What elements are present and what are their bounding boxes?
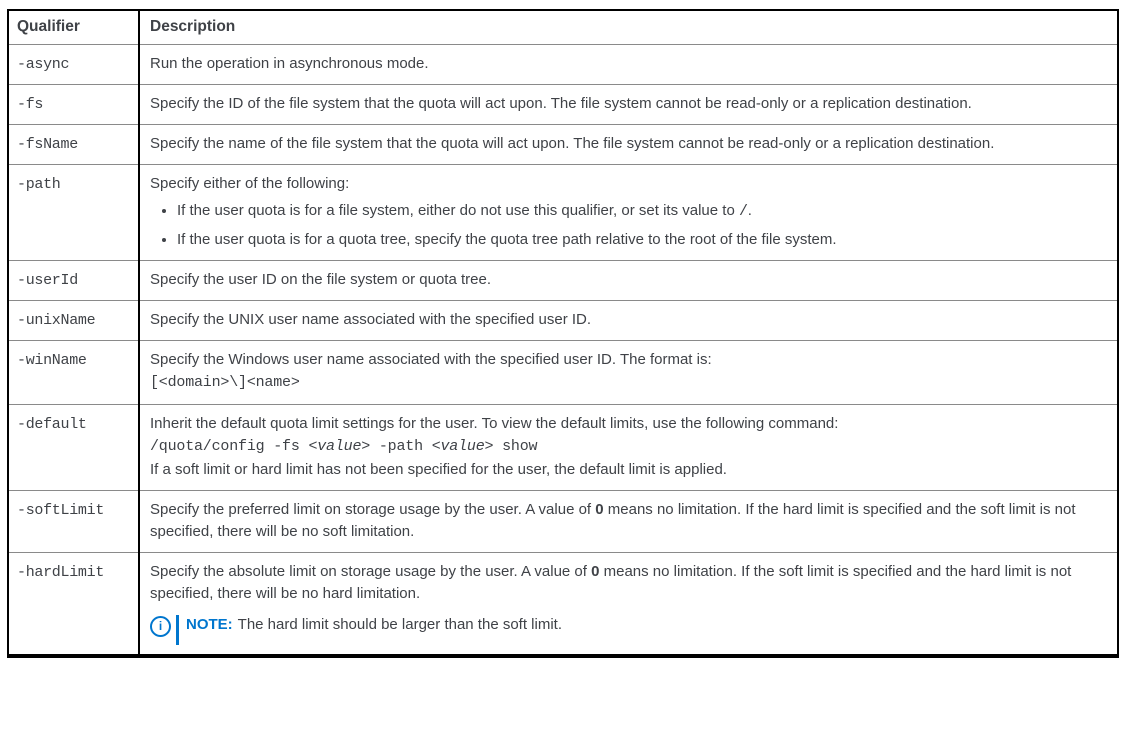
description-paragraph bbox=[150, 561, 1107, 605]
description-cell bbox=[139, 261, 1118, 301]
table-header bbox=[8, 10, 1118, 45]
text-span: 0 bbox=[591, 563, 600, 580]
text-span: 0 bbox=[595, 501, 604, 518]
code-line bbox=[150, 435, 1107, 459]
info-icon: i bbox=[150, 616, 171, 637]
code-span: [<domain>\]<name> bbox=[150, 374, 300, 391]
qualifier-cell: -winName bbox=[8, 341, 139, 405]
code-span: / bbox=[738, 203, 748, 220]
qualifier-cell: -fs bbox=[8, 85, 139, 125]
text-span: means no limitation. If the soft limit is specified and the hard limit is not specified, there will be no hard limitation. bbox=[150, 563, 1072, 602]
header-row bbox=[8, 10, 1118, 45]
code-span: <value> bbox=[431, 438, 494, 455]
text-span: Run the operation in asynchronous mode. bbox=[150, 55, 429, 72]
note-label: NOTE: bbox=[186, 616, 233, 633]
code-span: -path bbox=[370, 438, 432, 455]
text-span: Specify the user ID on the file system or quota tree. bbox=[150, 271, 492, 288]
table-row bbox=[8, 261, 1118, 301]
description-cell bbox=[139, 125, 1118, 165]
bullet-list bbox=[150, 200, 1107, 251]
table-row bbox=[8, 45, 1118, 85]
text-span: Specify the ID of the file system that the quota will act upon. The file system cannot be read-only or a replication destination. bbox=[150, 95, 972, 112]
description-paragraph bbox=[150, 173, 1107, 195]
table-body bbox=[8, 45, 1118, 657]
text-span: If a soft limit or hard limit has not been specified for the user, the default limit is applied. bbox=[150, 461, 727, 478]
description-cell bbox=[139, 165, 1118, 261]
description-paragraph bbox=[150, 499, 1107, 543]
qualifier-table bbox=[7, 9, 1119, 658]
text-span: Specify the Windows user name associated with the specified user ID. The format is: bbox=[150, 351, 712, 368]
table-row bbox=[8, 553, 1118, 657]
code-span: show bbox=[493, 438, 538, 455]
description-paragraph bbox=[150, 93, 1107, 115]
qualifier-cell: -default bbox=[8, 405, 139, 491]
qualifier-cell: -userId bbox=[8, 261, 139, 301]
description-cell bbox=[139, 301, 1118, 341]
description-paragraph bbox=[150, 133, 1107, 155]
description-paragraph bbox=[150, 349, 1107, 371]
code-span: /quota/config -fs bbox=[150, 438, 309, 455]
description-cell bbox=[139, 553, 1118, 657]
description-cell bbox=[139, 85, 1118, 125]
qualifier-cell: -hardLimit bbox=[8, 553, 139, 657]
description-paragraph bbox=[150, 459, 1107, 481]
description-cell bbox=[139, 341, 1118, 405]
qualifier-cell: -fsName bbox=[8, 125, 139, 165]
text-span: Specify the UNIX user name associated with the specified user ID. bbox=[150, 311, 592, 328]
text-span: Specify the preferred limit on storage usage by the user. A value of bbox=[150, 501, 596, 518]
qualifier-cell: -unixName bbox=[8, 301, 139, 341]
text-span: If the user quota is for a file system, either do not use this qualifier, or set its value to bbox=[177, 202, 739, 219]
code-line bbox=[150, 371, 1107, 395]
header-qualifier: Qualifier bbox=[17, 18, 80, 35]
description-cell bbox=[139, 45, 1118, 85]
qualifier-cell: -path bbox=[8, 165, 139, 261]
table-row bbox=[8, 125, 1118, 165]
table-row bbox=[8, 491, 1118, 553]
text-span: . bbox=[747, 202, 752, 219]
text-span: means no limitation. If the hard limit is specified and the soft limit is not specified, there will be no soft limitation. bbox=[150, 501, 1076, 540]
description-paragraph bbox=[150, 309, 1107, 331]
bullet-item bbox=[177, 229, 1107, 251]
qualifier-cell: -softLimit bbox=[8, 491, 139, 553]
table-row bbox=[8, 341, 1118, 405]
description-paragraph bbox=[150, 269, 1107, 291]
note-callout bbox=[150, 614, 1107, 645]
text-span: Specify the name of the file system that the quota will act upon. The file system cannot be read-only or a replication destination. bbox=[150, 135, 995, 152]
table-row bbox=[8, 85, 1118, 125]
note-text bbox=[186, 614, 562, 636]
description-cell bbox=[139, 491, 1118, 553]
header-description: Description bbox=[139, 10, 1118, 45]
text-span: Specify either of the following: bbox=[150, 175, 350, 192]
text-span: The hard limit should be larger than the soft limit. bbox=[237, 616, 562, 633]
qualifier-cell: -async bbox=[8, 45, 139, 85]
text-span: Inherit the default quota limit settings for the user. To view the default limits, use the following command: bbox=[150, 415, 839, 432]
table-row bbox=[8, 301, 1118, 341]
table-row bbox=[8, 165, 1118, 261]
code-span: <value> bbox=[308, 438, 371, 455]
description-paragraph bbox=[150, 413, 1107, 435]
note-divider-bar bbox=[176, 615, 179, 645]
text-span: Specify the absolute limit on storage usage by the user. A value of bbox=[150, 563, 592, 580]
description-cell bbox=[139, 405, 1118, 491]
description-paragraph bbox=[150, 53, 1107, 75]
table-row bbox=[8, 405, 1118, 491]
bullet-item bbox=[177, 200, 1107, 223]
text-span: If the user quota is for a quota tree, specify the quota tree path relative to the root of the file system. bbox=[177, 231, 837, 248]
